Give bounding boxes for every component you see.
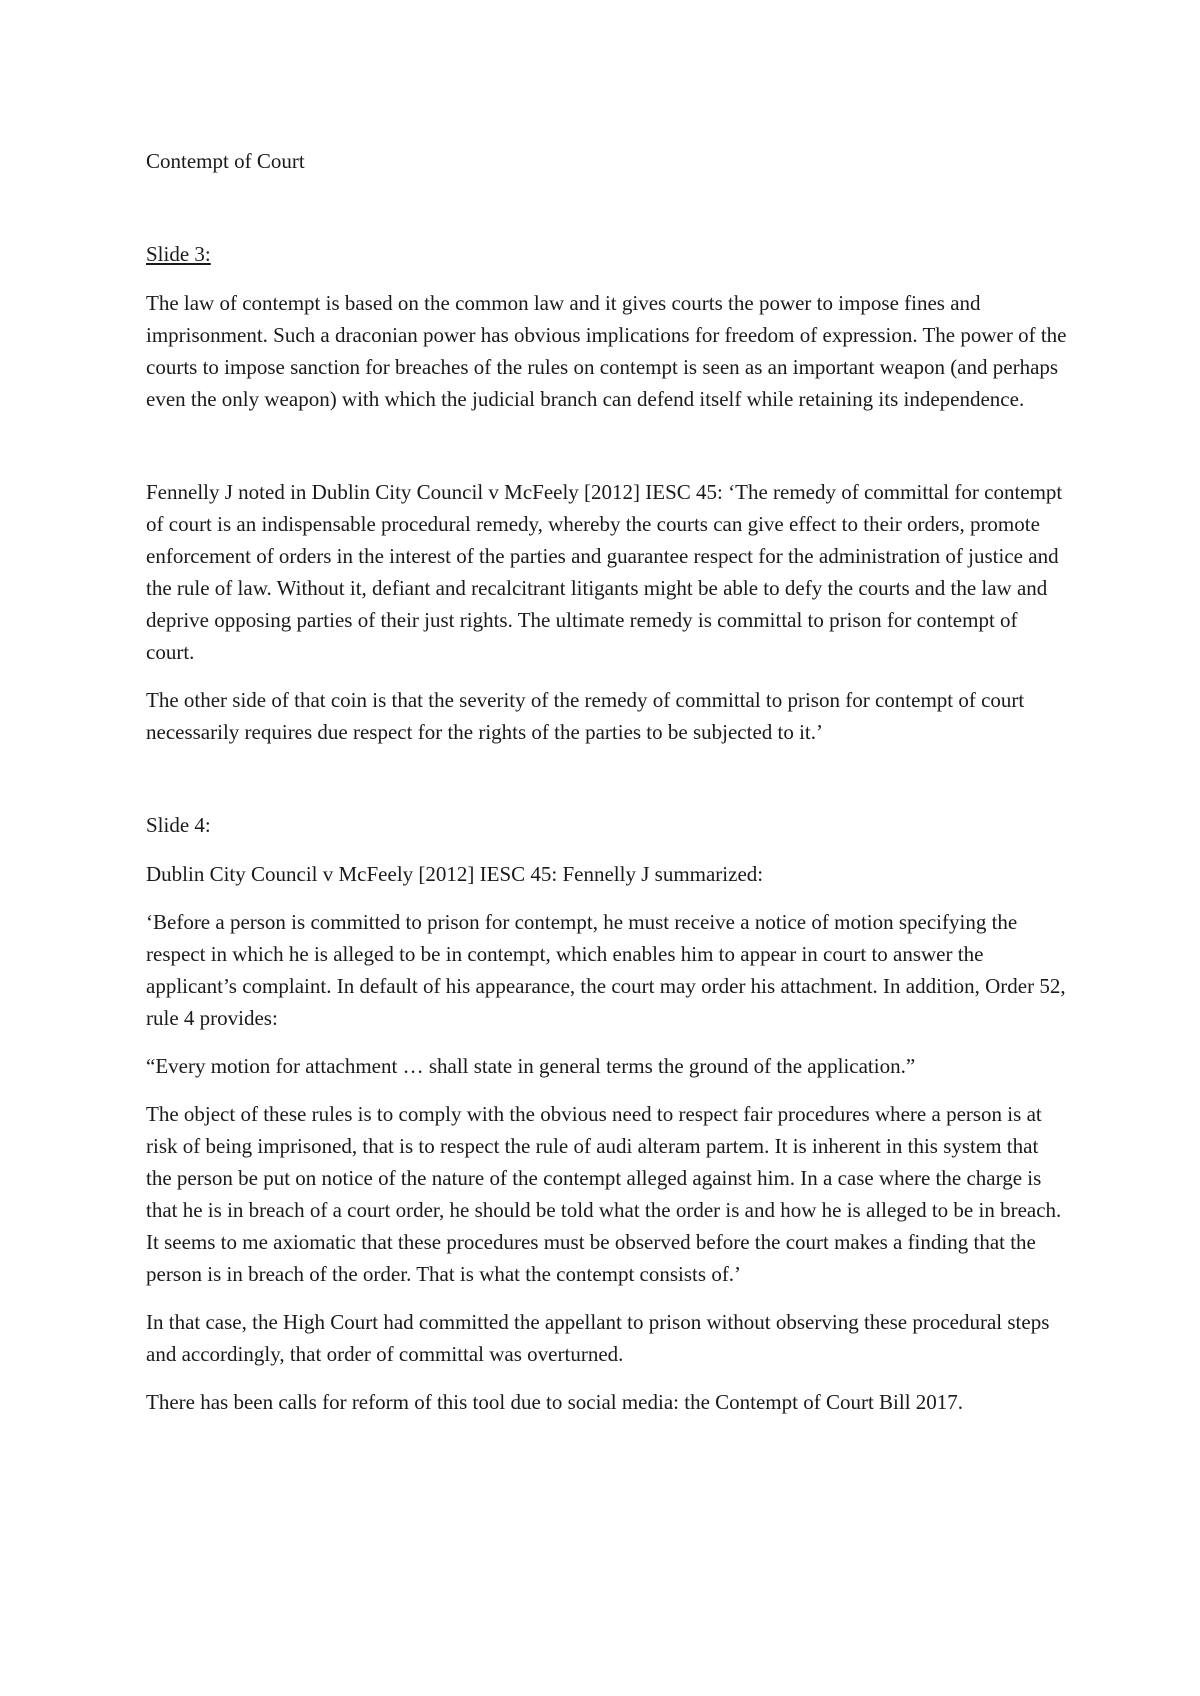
slide-4-heading: Slide 4:	[146, 813, 211, 837]
slide-3-paragraph-law-of-contempt: The law of contempt is based on the common law and it gives courts the power to impose fines and imprisonment. Such a draconian power has obvious implications for freedom of expression. The power of the courts to impose sanction for breaches of the rules on contempt is seen as an important weapon (and perhaps even the only weapon) with which the judicial branch can defend itself while retaining its independence.	[146, 291, 1067, 411]
slide-4-paragraph-case-citation: Dublin City Council v McFeely [2012] IESC 45: Fennelly J summarized:	[146, 862, 764, 886]
slide-4-paragraph-high-court: In that case, the High Court had committed the appellant to prison without observing these procedural steps and accordingly, that order of committal was overturned.	[146, 1310, 1050, 1366]
slide-3-paragraph-other-side: The other side of that coin is that the severity of the remedy of committal to prison for contempt of court necessarily requires due respect for the rights of the parties to be subjected to it.’	[146, 688, 1025, 744]
slide-4-paragraph-object-of-rules: The object of these rules is to comply with the obvious need to respect fair procedures where a person is at risk of being imprisoned, that is to respect the rule of audi alteram partem. It is inherent in this system that the person be put on notice of the nature of the contempt alleged against him. In a case where the charge is that he is in breach of a court order, he should be told what the order is and how he is alleged to be in breach. It seems to me axiomatic that these procedures must be observed before the court makes a finding that the person is in breach of the order. That is what the contempt consists of.’	[146, 1102, 1062, 1286]
slide-4-paragraph-before-committal: ‘Before a person is committed to prison for contempt, he must receive a notice of motion specifying the respect in which he is alleged to be in contempt, which enables him to appear in court to answer the applicant’s complaint. In default of his appearance, the court may order his attachment. In addition, Order 52, rule 4 provides:	[146, 910, 1066, 1030]
slide-4-paragraph-reform: There has been calls for reform of this tool due to social media: the Contempt of Court Bill 2017.	[146, 1390, 964, 1414]
slide-4-paragraph-order-52-quote: “Every motion for attachment … shall state in general terms the ground of the application.”	[146, 1054, 916, 1078]
document-title: Contempt of Court	[146, 149, 305, 173]
document-body	[146, 145, 1068, 1434]
slide-3-heading: Slide 3:	[146, 242, 211, 266]
slide-3-paragraph-fennelly-quote: Fennelly J noted in Dublin City Council v McFeely [2012] IESC 45: ‘The remedy of committal for contempt of court is an indispensable procedural remedy, whereby the courts can give effect to their orders, promote enforcement of orders in the interest of the parties and guarantee respect for the administration of justice and the rule of law. Without it, defiant and recalcitrant litigants might be able to defy the courts and the law and deprive opposing parties of their just rights. The ultimate remedy is committal to prison for contempt of court.	[146, 480, 1063, 664]
